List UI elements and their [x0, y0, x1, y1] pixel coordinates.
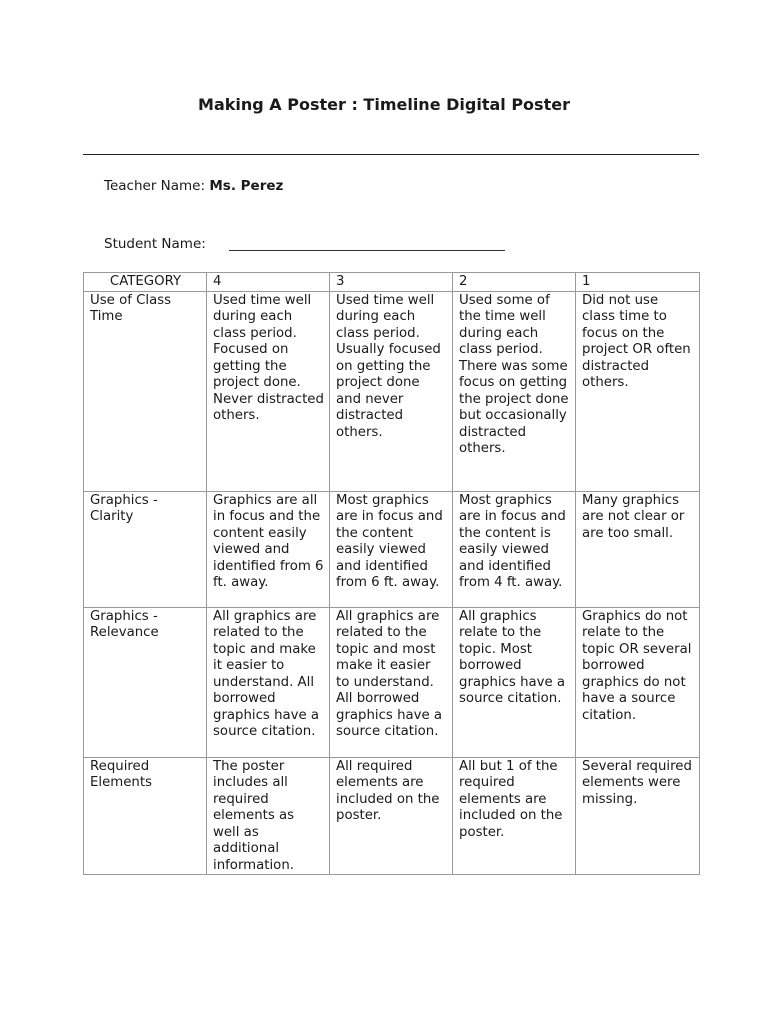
header-category: CATEGORY — [84, 273, 207, 292]
student-name-blank — [229, 250, 505, 251]
criteria-cell: Most graphics are in focus and the content is easily viewed and identified from 4 ft. away. — [453, 491, 576, 607]
document-title: Making A Poster : Timeline Digital Poster — [198, 95, 570, 114]
header-score-2: 2 — [453, 273, 576, 292]
header-score-1: 1 — [576, 273, 700, 292]
table-row — [84, 491, 700, 607]
criteria-cell: All but 1 of the required elements are included on the poster. — [453, 757, 576, 875]
criteria-cell: Several required elements were missing. — [576, 757, 700, 875]
category-cell: Required Elements — [84, 757, 207, 875]
criteria-cell: Used some of the time well during each class period. There was some focus on getting the project done but occasionally distracted others. — [453, 291, 576, 491]
title-divider — [83, 154, 699, 155]
table-row — [84, 291, 700, 491]
category-cell: Use of Class Time — [84, 291, 207, 491]
criteria-cell: Graphics are all in focus and the content easily viewed and identified from 6 ft. away. — [207, 491, 330, 607]
header-score-4: 4 — [207, 273, 330, 292]
criteria-cell: Many graphics are not clear or are too small. — [576, 491, 700, 607]
criteria-cell: The poster includes all required elements as well as additional information. — [207, 757, 330, 875]
rubric-header-row — [84, 273, 700, 292]
criteria-cell: Did not use class time to focus on the project OR often distracted others. — [576, 291, 700, 491]
criteria-cell: Graphics do not relate to the topic OR several borrowed graphics do not have a source citation. — [576, 607, 700, 757]
table-row — [84, 607, 700, 757]
teacher-name-label: Teacher Name: — [104, 178, 206, 194]
criteria-cell: All required elements are included on the poster. — [330, 757, 453, 875]
teacher-name-value: Ms. Perez — [209, 178, 284, 194]
table-row — [84, 757, 700, 875]
teacher-name-line — [104, 177, 283, 195]
student-name-label: Student Name: — [104, 236, 206, 252]
category-cell: Graphics -Clarity — [84, 491, 207, 607]
header-score-3: 3 — [330, 273, 453, 292]
criteria-cell: All graphics are related to the topic and most make it easier to understand. All borrowed graphics have a source citation. — [330, 607, 453, 757]
rubric-table — [83, 272, 700, 875]
criteria-cell: Used time well during each class period. Focused on getting the project done. Never distracted others. — [207, 291, 330, 491]
category-cell: Graphics - Relevance — [84, 607, 207, 757]
criteria-cell: Used time well during each class period. Usually focused on getting the project done and never distracted others. — [330, 291, 453, 491]
criteria-cell: All graphics are related to the topic and make it easier to understand. All borrowed graphics have a source citation. — [207, 607, 330, 757]
criteria-cell: Most graphics are in focus and the content easily viewed and identified from 6 ft. away. — [330, 491, 453, 607]
criteria-cell: All graphics relate to the topic. Most borrowed graphics have a source citation. — [453, 607, 576, 757]
